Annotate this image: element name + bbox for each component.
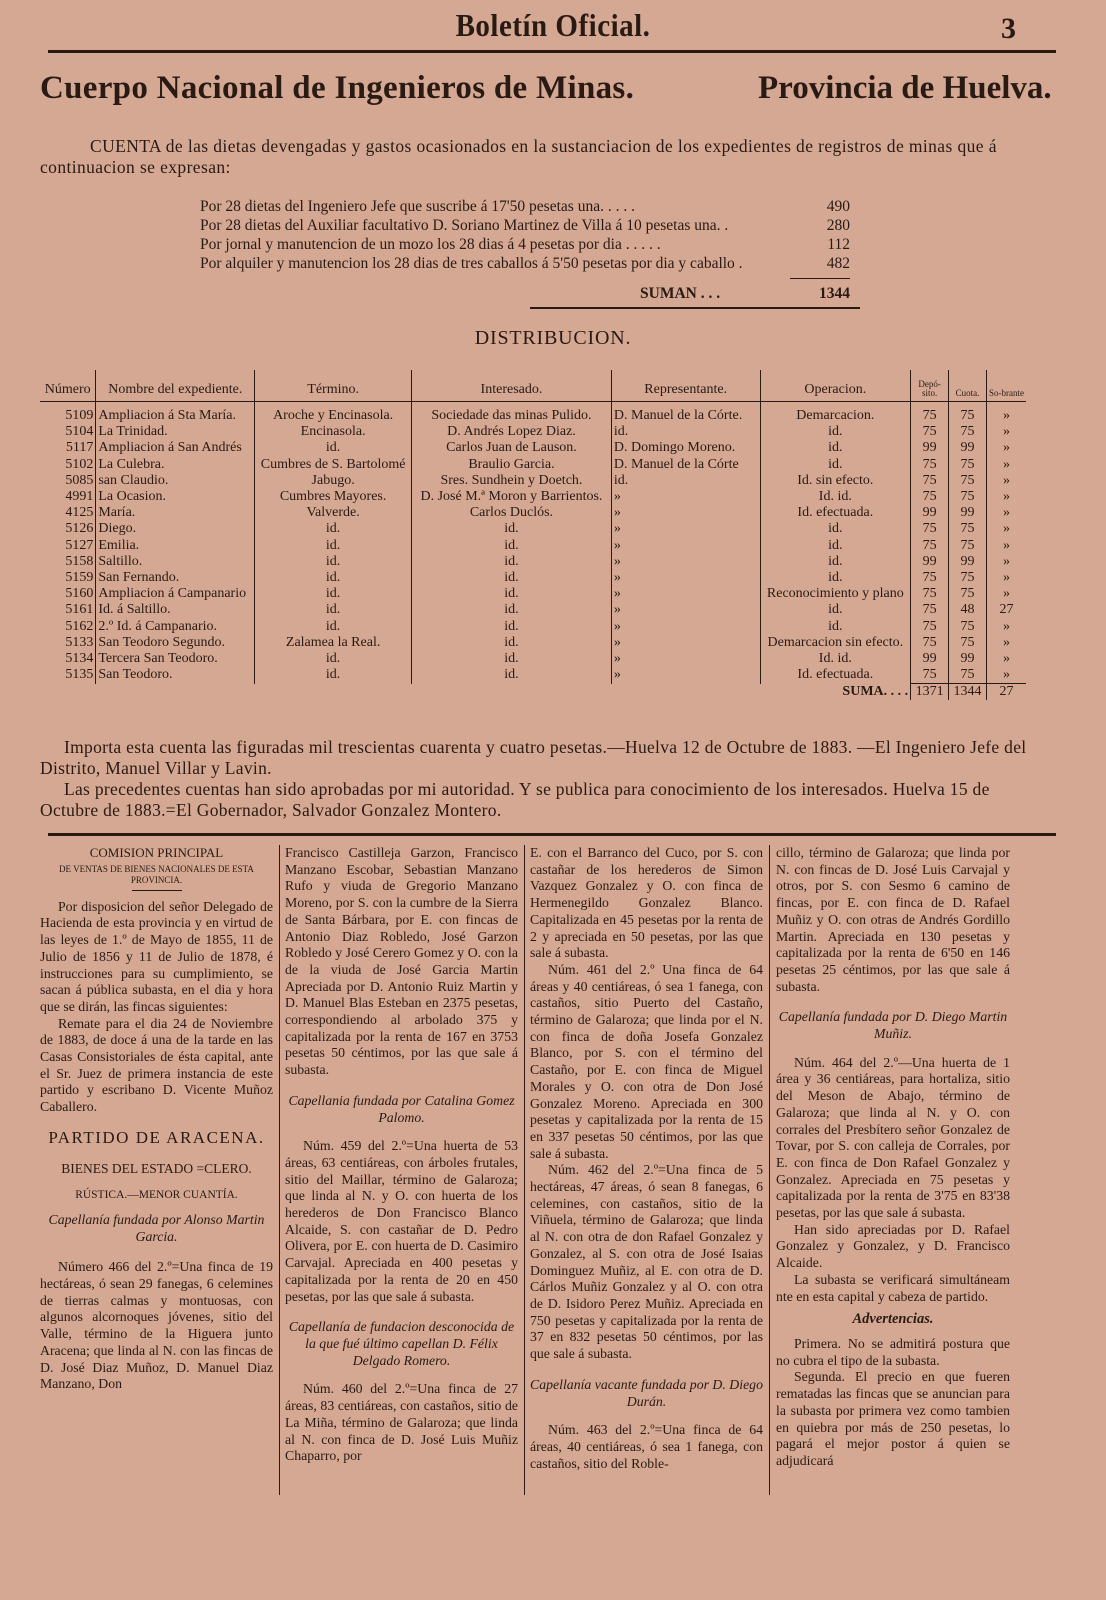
table-row xyxy=(40,586,1026,602)
cell-numero: 5162 xyxy=(40,618,96,634)
cell-representante: id. xyxy=(611,424,760,440)
table-row xyxy=(40,473,1026,489)
cell-numero: 5109 xyxy=(40,402,96,425)
cell-representante: » xyxy=(611,586,760,602)
cell-deposito: 99 xyxy=(911,505,949,521)
cell-representante: » xyxy=(611,667,760,684)
distribution-title: DISTRIBUCION. xyxy=(474,327,632,349)
cell-representante: » xyxy=(611,521,760,537)
expense-line: Por 28 dietas del Ingeniero Jefe que suscribe á 17'50 pesetas una. . . . . 490 xyxy=(200,198,850,215)
capellania-heading: Capellanía fundada por Alonso Martin Garcia. xyxy=(48,1211,265,1244)
cell-sobrante: » xyxy=(1003,408,1010,424)
expense-line: Por alquiler y manutencion los 28 dias de tres caballos á 5'50 pesetas por dia y caballo . 482 xyxy=(200,255,850,272)
column-2 xyxy=(285,845,518,1465)
cell-cuota: 75 xyxy=(949,635,987,651)
cell-deposito: 75 xyxy=(911,538,949,554)
table-row xyxy=(40,505,1026,521)
cell-nombre: San Teodoro. xyxy=(96,667,255,684)
cell-termino: id. xyxy=(255,440,412,456)
paragraph: Primera. No se admitirá postura que no cubra el tipo de la subasta. xyxy=(776,1335,1010,1368)
capellania-heading: Capellania fundada por Catalina Gomez Palomo. xyxy=(288,1092,515,1125)
cell-interesado: id. xyxy=(412,602,612,618)
cell-cuota: 99 xyxy=(949,505,987,521)
cell-cuota: 99 xyxy=(949,440,987,456)
cell-numero: 5127 xyxy=(40,538,96,554)
rustica-heading: RÚSTICA.—MENOR CUANTÍA. xyxy=(75,1189,238,1202)
table-row xyxy=(40,424,1026,440)
table-row xyxy=(40,635,1026,651)
table-row xyxy=(40,602,1026,618)
table-row xyxy=(40,457,1026,473)
cell-operacion: Id. efectuada. xyxy=(760,667,911,684)
cell-numero: 5160 xyxy=(40,586,96,602)
section-divider xyxy=(48,833,1056,836)
cell-interesado: Braulio Garcia. xyxy=(412,457,612,473)
sum-double-rule xyxy=(530,307,860,309)
cell-cuota: 75 xyxy=(949,521,987,537)
cell-termino: id. xyxy=(255,554,412,570)
cell-nombre: San Fernando. xyxy=(96,570,255,586)
cell-representante: » xyxy=(611,538,760,554)
cell-numero: 4991 xyxy=(40,489,96,505)
cell-interesado: id. xyxy=(412,538,612,554)
cell-numero: 5159 xyxy=(40,570,96,586)
cell-operacion: id. xyxy=(760,457,911,473)
cell-sobrante: » xyxy=(1003,440,1010,456)
table-row xyxy=(40,402,1026,425)
partido-heading: PARTIDO DE ARACENA. xyxy=(48,1127,265,1147)
cell-deposito: 75 xyxy=(911,586,949,602)
col-header-termino: Término. xyxy=(255,370,412,402)
cell-numero: 5104 xyxy=(40,424,96,440)
distribution-table xyxy=(40,370,1026,700)
table-row xyxy=(40,651,1026,667)
cell-deposito: 75 xyxy=(911,667,949,684)
cell-numero: 4125 xyxy=(40,505,96,521)
cell-termino: id. xyxy=(255,667,412,684)
cell-sobrante: » xyxy=(1003,472,1010,488)
cell-operacion: id. xyxy=(760,521,911,537)
cell-representante: » xyxy=(611,554,760,570)
cell-termino: id. xyxy=(255,602,412,618)
cell-operacion: id. xyxy=(760,618,911,634)
intro-paragraph: CUENTA de las dietas devengadas y gastos ocasionados en la sustanciacion de los expedientes de registros de minas que á continuacion se expresan: xyxy=(40,136,997,177)
col-header-interesado: Interesado. xyxy=(412,370,612,402)
cell-cuota: 75 xyxy=(949,402,987,425)
cell-sobrante: » xyxy=(1003,553,1010,569)
cell-termino: id. xyxy=(255,618,412,634)
cell-interesado: Sociedade das minas Pulido. xyxy=(412,402,612,425)
cell-sobrante: » xyxy=(1003,521,1010,537)
paragraph: Núm. 461 del 2.º Una finca de 64 áreas y 40 centiáreas, ó sea 1 fanega, con castaños, sitio Puerto del Castaño, término de Galaroza; que linda por el N. con finca de doña Josefa Gonzalez Blanco, por S. con el término del Castaño, por E. con finca de Miguel Morales y O. con otra de Don José Gonzalez Moreno. Apreciada en 300 pesetas y capitalizada por la renta de 15 en 337 pesetas 50 céntimos, por las que sale á subasta. xyxy=(530,961,763,1161)
cell-nombre: Tercera San Teodoro. xyxy=(96,651,255,667)
cell-representante: » xyxy=(611,489,760,505)
paragraph: Núm. 464 del 2.º—Una huerta de 1 área y 36 centiáreas, para hortaliza, sitio del Meson de Abajo, término de Galaroza; que linda al N. y O. con corrales del Presbítero señor Gonzalez de Tovar, por S. con calleja de Corrales, por E. con finca de Don Rafael Gonzalez y Gonzalez. Apreciada en 75 pesetas y capitalizada por la renta de 3'75 en 83'38 pesetas, por las que sale á subasta. xyxy=(776,1054,1010,1221)
cell-nombre: Ampliacion á Sta María. xyxy=(96,402,255,425)
paragraph: Segunda. El precio en que fueren rematadas las fincas que se anuncian para la subasta por primera vez como tambien en quiebra por más de 250 pesetas, lo pagará el mejor postor á quien se adjudicará xyxy=(776,1369,1010,1468)
cell-nombre: San Teodoro Segundo. xyxy=(96,635,255,651)
cell-deposito: 75 xyxy=(911,602,949,618)
col-header-deposito: Depó-sito. xyxy=(911,370,949,402)
cell-numero: 5102 xyxy=(40,457,96,473)
commission-subheading: DE VENTAS DE BIENES NACIONALES DE ESTA PROVINCIA. xyxy=(59,863,254,885)
cell-nombre: Saltillo. xyxy=(96,554,255,570)
cell-operacion: id. xyxy=(760,570,911,586)
cell-representante: » xyxy=(611,505,760,521)
cell-interesado: Carlos Juan de Lauson. xyxy=(412,440,612,456)
cell-interesado: id. xyxy=(412,635,612,651)
cell-cuota: 48 xyxy=(949,602,987,618)
expense-line: Por 28 dietas del Auxiliar facultativo D. Soriano Martinez de Villa á 10 pesetas una. . 280 xyxy=(200,217,850,234)
cell-interesado: D. José M.ª Moron y Barrientos. xyxy=(412,489,612,505)
expense-line: Por jornal y manutencion de un mozo los 28 dias á 4 pesetas por dia . . . . . 112 xyxy=(200,236,850,253)
cell-cuota: 75 xyxy=(949,473,987,489)
cell-interesado: id. xyxy=(412,651,612,667)
paragraph: Núm. 462 del 2.º=Una finca de 5 hectáreas, 47 áreas, ó sean 8 fanegas, 6 celemines, con castaños, sitio de la Viñuela, término de Galaroza; que linda al N. con otra de don Rafael Gonzalez y Gonzalez, al S. con otra de José Isaias Dominguez Muñiz, al E. con otra de D. Cárlos Muñiz Gonzalez y al O. con otra de D. Isidoro Perez Muñiz. Apreciada en 750 pesetas y capitalizada por la renta de 37 en 832 pesetas 50 céntimos, por las que sale á subasta. xyxy=(530,1162,763,1362)
table-row xyxy=(40,538,1026,554)
cell-termino: id. xyxy=(255,521,412,537)
cell-sobrante: » xyxy=(1003,667,1010,683)
cell-termino: id. xyxy=(255,538,412,554)
bienes-heading: BIENES DEL ESTADO =CLERO. xyxy=(61,1160,252,1176)
cell-representante: » xyxy=(611,651,760,667)
column-divider xyxy=(524,845,525,1495)
capellania-heading: Capellanía vacante fundada por D. Diego Durán. xyxy=(530,1376,763,1409)
col-header-sobrante: So-brante xyxy=(987,370,1027,402)
cell-cuota: 99 xyxy=(949,554,987,570)
cell-termino: Jabugo. xyxy=(255,473,412,489)
cell-numero: 5085 xyxy=(40,473,96,489)
cell-operacion: Id. efectuada. xyxy=(760,505,911,521)
cell-nombre: La Trinidad. xyxy=(96,424,255,440)
cell-numero: 5135 xyxy=(40,667,96,684)
table-row xyxy=(40,570,1026,586)
column-1 xyxy=(40,845,273,1393)
advertencias-heading: Advertencias. xyxy=(852,1311,934,1328)
cell-termino: id. xyxy=(255,570,412,586)
cell-cuota: 75 xyxy=(949,424,987,440)
cell-sobrante: » xyxy=(1003,634,1010,650)
cell-termino: Aroche y Encinasola. xyxy=(255,402,412,425)
cell-deposito: 75 xyxy=(911,570,949,586)
column-divider xyxy=(769,845,770,1495)
cell-operacion: id. xyxy=(760,538,911,554)
cell-interesado: Carlos Duclós. xyxy=(412,505,612,521)
paragraph: Francisco Castilleja Garzon, Francisco Manzano Escobar, Sebastian Manzano Rufo y viuda de Gregorio Manzano Moreno, por S. con la cumbre de la Sierra de Santa Bárbara, por E. con fincas de Antonio Diaz Robledo, José Garzon Robledo y José Cerero Gomez y O. con la de la viuda de José Garcia Martin Apreciada por D. Antonio Ruiz Martin y D. Manuel Blas Esteban en 2375 pesetas, correspondiendo al arbolado 375 y capitalizada por la renta de 167 en 3753 pesetas 50 céntimos, por las que sale á subasta. xyxy=(285,845,518,1078)
newspaper-title: Boletín Oficial. xyxy=(455,8,651,44)
cell-cuota: 75 xyxy=(949,618,987,634)
cell-representante: » xyxy=(611,618,760,634)
cell-numero: 5134 xyxy=(40,651,96,667)
cell-representante: » xyxy=(611,570,760,586)
paragraph: cillo, término de Galaroza; que linda por N. con fincas de D. José Luis Carvajal y otros, por S. con Sesmo 6 camino de fincas, por E. con finca de D. Rafael Muñiz y O. con otras de Andrés Gordillo Martin. Apreciada en 130 pesetas y capitalizada por la renta de 6'50 en 146 pesetas 25 céntimos, por las que sale á subasta. xyxy=(776,845,1010,994)
col-header-representante: Representante. xyxy=(611,370,760,402)
cell-termino: Zalamea la Real. xyxy=(255,635,412,651)
cell-termino: id. xyxy=(255,651,412,667)
cell-numero: 5126 xyxy=(40,521,96,537)
cell-deposito: 99 xyxy=(911,651,949,667)
suma-row xyxy=(40,684,1026,701)
paragraph: Núm. 459 del 2.º=Una huerta de 53 áreas, 63 centiáreas, con árboles frutales, sitio del Maillar, término de Galaroza; que linda al N. y O. con huerta de los herederos de Don Francisco Blanco Alcaide, S. con castañar de D. Pedro Olivera, por E. con huerta de D. Casimiro Carvajal. Apreciada en 400 pesetas y capitalizada por la renta de 20 en 450 pesetas, por las que sale á subasta. xyxy=(285,1138,518,1304)
cell-operacion: Demarcacion sin efecto. xyxy=(760,635,911,651)
paragraph: Por disposicion del señor Delegado de Hacienda de esta provincia y en virtud de las leyes de 1.º de Mayo de 1855, 11 de Julio de 1856 y 11 de Julio de 1878, é instrucciones para su cumplimiento, se sacan á pública subasta, en el dia y hora que se dirán, las fincas siguientes: xyxy=(40,898,273,1014)
cell-numero: 5158 xyxy=(40,554,96,570)
table-row xyxy=(40,667,1026,684)
cell-operacion: Id. sin efecto. xyxy=(760,473,911,489)
cell-sobrante: » xyxy=(1003,456,1010,472)
cell-operacion: Id. id. xyxy=(760,489,911,505)
table-header-row xyxy=(40,370,1026,402)
cell-deposito: 75 xyxy=(911,489,949,505)
cell-nombre: La Culebra. xyxy=(96,457,255,473)
cell-sobrante: » xyxy=(1003,424,1010,440)
cell-sobrante: » xyxy=(1003,537,1010,553)
cell-deposito: 75 xyxy=(911,424,949,440)
cell-nombre: Diego. xyxy=(96,521,255,537)
col-header-cuota: Cuota. xyxy=(949,370,987,402)
suma-value: 1371 xyxy=(911,684,949,701)
short-rule xyxy=(132,890,182,891)
cell-deposito: 99 xyxy=(911,554,949,570)
page-number: 3 xyxy=(1001,12,1016,45)
cell-deposito: 75 xyxy=(911,457,949,473)
cell-interesado: id. xyxy=(412,570,612,586)
cell-operacion: Id. id. xyxy=(760,651,911,667)
cell-nombre: 2.º Id. á Campanario. xyxy=(96,618,255,634)
cell-cuota: 75 xyxy=(949,538,987,554)
suma-value: 1344 xyxy=(949,684,987,701)
table-row xyxy=(40,554,1026,570)
cell-operacion: Demarcacion. xyxy=(760,402,911,425)
paragraph: Núm. 460 del 2.º=Una finca de 27 áreas, 83 centiáreas, con castaños, sitio de La Miña, término de Galaroza; que linda al N. con finca de D. José Luis Muñiz Chaparro, por xyxy=(285,1381,518,1464)
cell-interesado: Sres. Sundhein y Doetch. xyxy=(412,473,612,489)
cell-interesado: id. xyxy=(412,618,612,634)
commission-heading: COMISION PRINCIPAL xyxy=(89,845,224,860)
cell-sobrante: 27 xyxy=(999,602,1014,618)
section-title-right: Provincia de Huelva. xyxy=(758,70,1052,106)
cell-termino: id. xyxy=(255,586,412,602)
cell-nombre: Ampliacion á Campanario xyxy=(96,586,255,602)
cell-numero: 5133 xyxy=(40,635,96,651)
cell-numero: 5117 xyxy=(40,440,96,456)
capellania-heading: Capellanía de fundacion desconocida de la que fué último capellan D. Félix Delgado Romero. xyxy=(288,1319,515,1368)
cell-termino: Encinasola. xyxy=(255,424,412,440)
cell-termino: Valverde. xyxy=(255,505,412,521)
cell-cuota: 75 xyxy=(949,667,987,684)
suman-label: SUMAN . . . xyxy=(640,285,721,302)
cell-sobrante: » xyxy=(1003,650,1010,666)
cell-nombre: María. xyxy=(96,505,255,521)
closing-paragraph-2: Las precedentes cuentas han sido aprobadas por mi autoridad. Y se publica para conocimiento de los interesados. Huelva 15 de Octubre de 1883.=El Gobernador, Salvador Gonzalez Montero. xyxy=(40,779,990,820)
cell-nombre: san Claudio. xyxy=(96,473,255,489)
cell-operacion: id. xyxy=(760,602,911,618)
suma-label: SUMA. . . . xyxy=(760,684,911,701)
table-row xyxy=(40,440,1026,456)
cell-deposito: 75 xyxy=(911,521,949,537)
cell-deposito: 75 xyxy=(911,635,949,651)
cell-interesado: id. xyxy=(412,586,612,602)
cell-nombre: Id. á Saltillo. xyxy=(96,602,255,618)
cell-termino: Cumbres de S. Bartolomé xyxy=(255,457,412,473)
column-divider xyxy=(279,845,280,1495)
cell-sobrante: » xyxy=(1003,505,1010,521)
closing-paragraph-1: Importa esta cuenta las figuradas mil trescientas cuarenta y cuatro pesetas.—Huelva 12 de Octubre de 1883. —El Ingeniero Jefe del Distrito, Manuel Villar y Lavin. xyxy=(40,737,1027,778)
suman-value: 1344 xyxy=(819,285,850,302)
cell-deposito: 99 xyxy=(911,440,949,456)
header-rule xyxy=(48,50,1056,53)
cell-interesado: id. xyxy=(412,667,612,684)
col-header-operacion: Operacion. xyxy=(760,370,911,402)
cell-operacion: id. xyxy=(760,424,911,440)
cell-numero: 5161 xyxy=(40,602,96,618)
section-title-left: Cuerpo Nacional de Ingenieros de Minas. xyxy=(40,70,635,106)
cell-sobrante: » xyxy=(1003,618,1010,634)
paragraph: Han sido apreciadas por D. Rafael Gonzalez y Gonzalez, y D. Francisco Alcaide. xyxy=(776,1221,1010,1271)
capellania-heading: Capellanía fundada por D. Diego Martin Muñiz. xyxy=(778,1009,1008,1042)
cell-representante: D. Domingo Moreno. xyxy=(611,440,760,456)
column-4 xyxy=(776,845,1010,1470)
cell-interesado: id. xyxy=(412,554,612,570)
paragraph: Remate para el dia 24 de Noviembre de 1883, de doce á una de la tarde en las Casas Consistoriales de ésta capital, ante el Sr. Juez de primera instancia de este partido y escribano D. Vicente Muñoz Caballero. xyxy=(40,1015,273,1115)
cell-interesado: id. xyxy=(412,521,612,537)
cell-cuota: 75 xyxy=(949,570,987,586)
cell-operacion: id. xyxy=(760,440,911,456)
cell-cuota: 99 xyxy=(949,651,987,667)
cell-deposito: 75 xyxy=(911,402,949,425)
cell-nombre: Ampliacion á San Andrés xyxy=(96,440,255,456)
cell-representante: D. Manuel de la Córte xyxy=(611,457,760,473)
suma-value: 27 xyxy=(987,684,1027,701)
cell-operacion: Reconocimiento y plano xyxy=(760,586,911,602)
table-row xyxy=(40,489,1026,505)
col-header-nombre: Nombre del expediente. xyxy=(96,370,255,402)
cell-representante: » xyxy=(611,602,760,618)
cell-deposito: 75 xyxy=(911,473,949,489)
col-header-numero: Número xyxy=(40,370,96,402)
table-row xyxy=(40,521,1026,537)
cell-representante: D. Manuel de la Córte. xyxy=(611,402,760,425)
cell-sobrante: » xyxy=(1003,586,1010,602)
cell-nombre: La Ocasion. xyxy=(96,489,255,505)
cell-representante: » xyxy=(611,635,760,651)
cell-cuota: 75 xyxy=(949,586,987,602)
cell-sobrante: » xyxy=(1003,569,1010,585)
paragraph: Núm. 463 del 2.º=Una finca de 64 áreas, 40 centiáreas, ó sea 1 fanega, con castaños, sitio del Roble- xyxy=(530,1422,763,1471)
cell-representante: id. xyxy=(611,473,760,489)
column-3 xyxy=(530,845,763,1472)
cell-sobrante: » xyxy=(1003,489,1010,505)
table-row xyxy=(40,618,1026,634)
paragraph: E. con el Barranco del Cuco, por S. con castañar de los herederos de Simon Vazquez Gonzalez y O. con finca de Hermenegildo Gonzalez Blanco. Capitalizada en 45 pesetas por la renta de 2 y apreciada en 50 pesetas, por las que sale á subasta. xyxy=(530,845,763,961)
cell-nombre: Emilia. xyxy=(96,538,255,554)
cell-deposito: 75 xyxy=(911,618,949,634)
paragraph: La subasta se verificará simultáneam nte en esta capital y cabeza de partido. xyxy=(776,1271,1010,1304)
cell-operacion: id. xyxy=(760,554,911,570)
cell-termino: Cumbres Mayores. xyxy=(255,489,412,505)
cell-interesado: D. Andrés Lopez Diaz. xyxy=(412,424,612,440)
cell-cuota: 75 xyxy=(949,457,987,473)
cell-cuota: 75 xyxy=(949,489,987,505)
sum-rule xyxy=(790,278,850,279)
paragraph: Número 466 del 2.º=Una finca de 19 hectáreas, ó sean 29 fanegas, 6 celemines de tierras calmas y montuosas, con algunos alcornoques jóvenes, sitio del Valle, término de la Higuera junto Aracena; que linda al N. con las fincas de D. José Diaz Muñoz, D. Manuel Diaz Manzano, Don xyxy=(40,1259,273,1392)
